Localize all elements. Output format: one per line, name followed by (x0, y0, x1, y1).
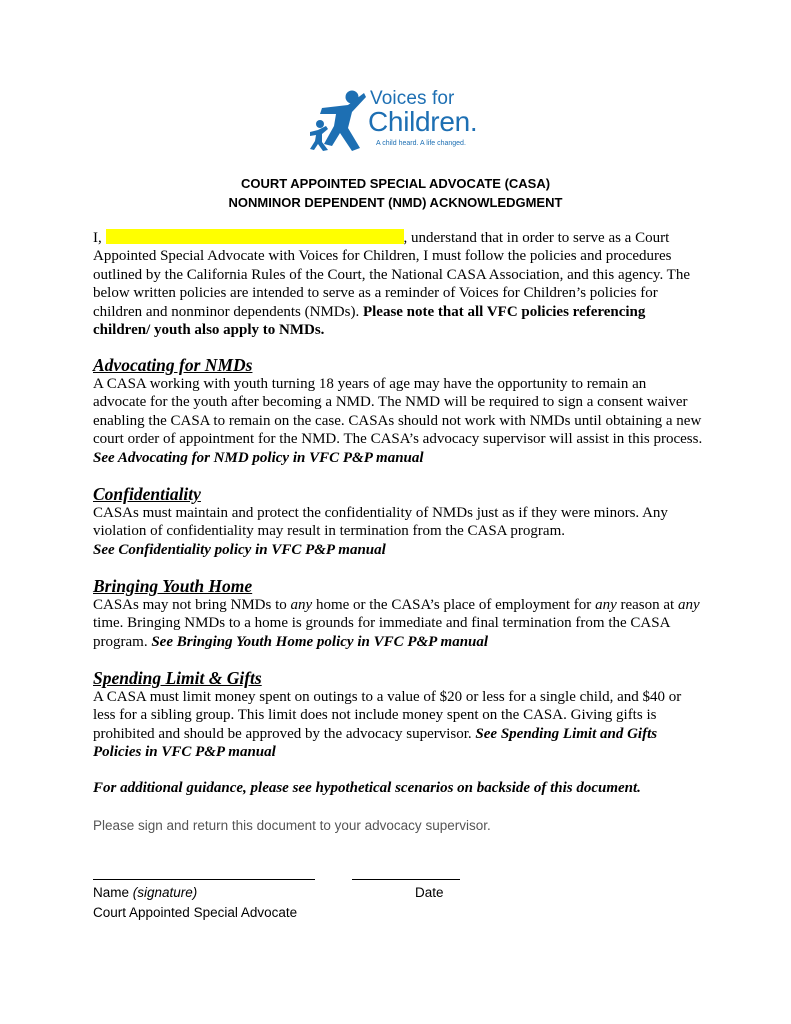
logo-text-line2: Children. (368, 106, 478, 137)
spending-body: A CASA must limit money spent on outings to a value of $20 or less for a single child, and $40 or less for a sibling group. This limit does not include money spent on the CASA. Giving gifts is prohibited and should be approved by the advocacy supervisor. (93, 689, 682, 742)
advocating-policy-ref: See Advocating for NMD policy in VFC P&P manual (93, 449, 424, 466)
document-title-line1: COURT APPOINTED SPECIAL ADVOCATE (CASA) (240, 176, 551, 191)
bringing-text-a: CASAs may not bring NMDs to (93, 597, 291, 613)
confidentiality-body: CASAs must maintain and protect the confidentiality of NMDs just as if they were minors. Any violation of confidentiality may result in termination from the CASA program. (93, 505, 668, 540)
bringing-emphasis-2: any (595, 597, 617, 613)
logo-text-line1: Voices for (370, 88, 455, 109)
children-figures-icon (308, 88, 368, 152)
additional-guidance-note: For additional guidance, please see hypothetical scenarios on backside of this document. (93, 780, 641, 796)
signature-sublabel: (signature) (132, 885, 198, 900)
logo-tagline: A child heard. A life changed. (376, 140, 466, 147)
bringing-text-b: home or the CASA’s place of employment for (312, 597, 596, 613)
section-text-spending-limit (93, 688, 703, 762)
voices-for-children-logo (308, 88, 488, 154)
bringing-text-d: time. Bringing NMDs to a home is grounds for immediate and final termination from the CASA program. (93, 615, 670, 650)
bringing-policy-ref: See Bringing Youth Home policy in VFC P&P manual (151, 633, 489, 650)
return-instructions: Please sign and return this document to your advocacy supervisor. (93, 818, 491, 833)
section-text-confidentiality (93, 504, 703, 559)
bringing-emphasis-1: any (290, 597, 313, 613)
intro-prefix: I, (93, 230, 106, 246)
intro-bold-note: Please note that all VFC policies referencing children/ youth also apply to NMDs. (93, 303, 646, 339)
signer-role-label: Court Appointed Special Advocate (93, 905, 298, 920)
name-label: Name (93, 885, 133, 900)
document-title-line2: NONMINOR DEPENDENT (NMD) ACKNOWLEDGMENT (228, 195, 563, 210)
intro-paragraph (93, 229, 703, 339)
bringing-text-c: reason at (616, 597, 678, 613)
section-heading-advocating: Advocating for NMDs (93, 355, 253, 375)
section-text-advocating (93, 375, 703, 467)
bringing-emphasis-3: any (677, 597, 700, 613)
advocating-body: A CASA working with youth turning 18 years of age may have the opportunity to remain an advocate for the youth after becoming a NMD. The NMD will be required to sign a consent waiver enabling the CASA to remain on the case. CASAs should not work with NMDs until obtaining a new court order of appointment for the NMD. The CASA’s advocacy supervisor will assist in this process. (93, 376, 703, 448)
spending-policy-ref: See Spending Limit and Gifts Policies in VFC P&P manual (93, 725, 658, 761)
intro-text: , understand that in order to serve as a Court Appointed Special Advocate with Voices for Children, I must follow the policies and procedures outlined by the California Rules of the Court, the National CASA Association, and this agency. The below written policies are intended to serve as a reminder of Voices for Children’s policies for children and nonminor dependents (NMDs). (93, 230, 690, 320)
section-heading-spending-limit: Spending Limit & Gifts (93, 668, 262, 688)
date-line[interactable] (352, 879, 460, 880)
signature-line[interactable] (93, 879, 315, 880)
date-label: Date (415, 885, 444, 900)
section-heading-bringing-youth-home: Bringing Youth Home (93, 576, 253, 596)
name-signature-label (93, 885, 197, 900)
name-fill-in-field[interactable] (106, 229, 404, 244)
confidentiality-policy-ref: See Confidentiality policy in VFC P&P manual (93, 541, 386, 558)
section-text-bringing-youth-home (93, 596, 703, 651)
section-heading-confidentiality: Confidentiality (93, 484, 201, 504)
